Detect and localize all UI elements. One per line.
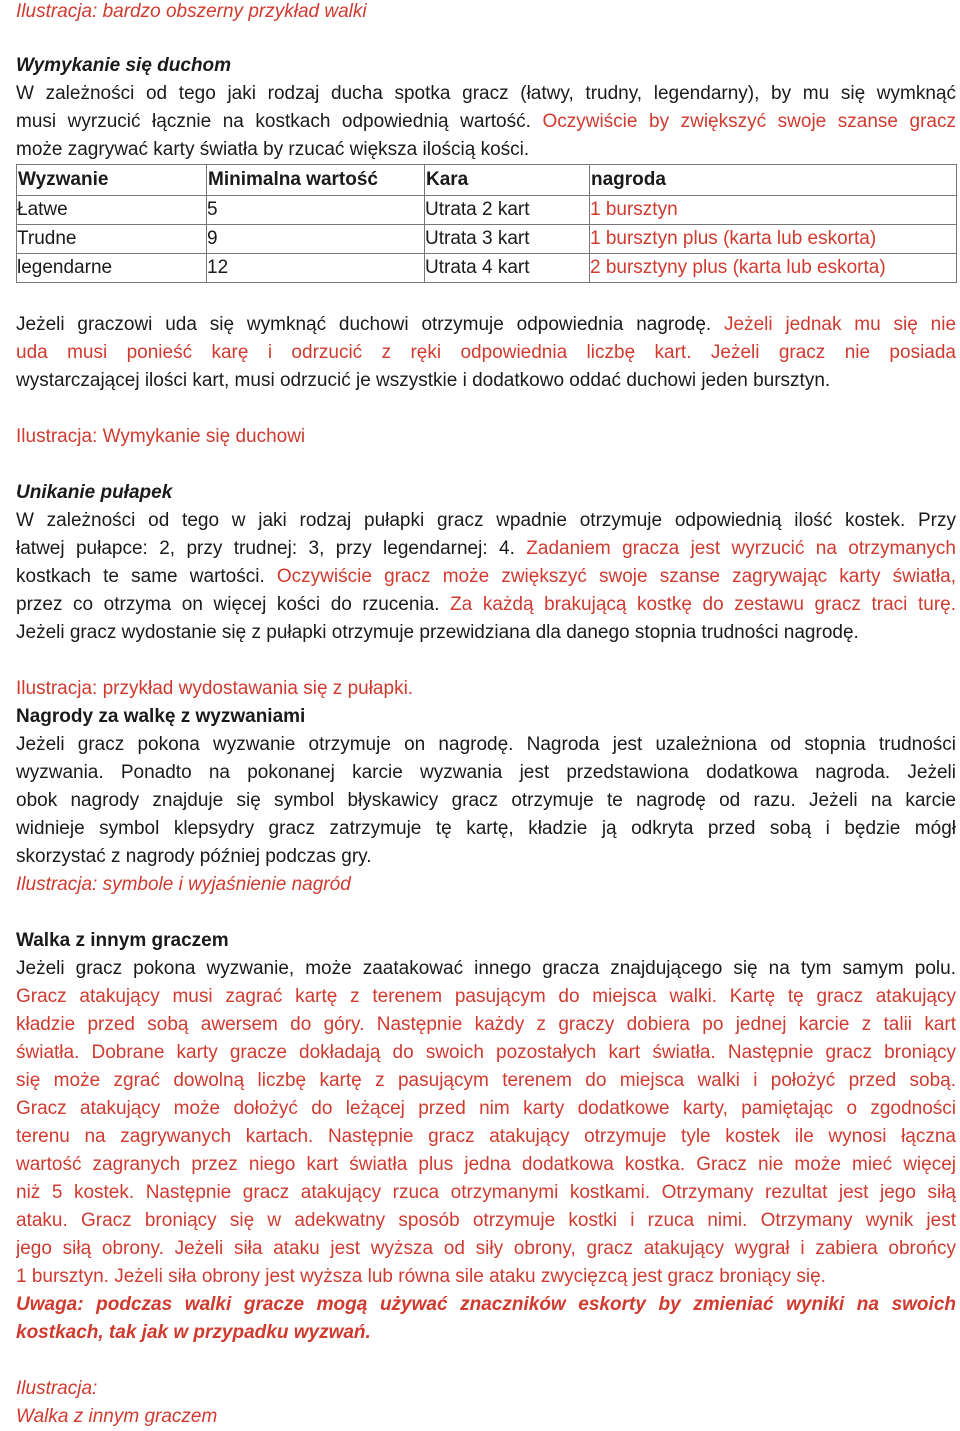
text-span-red: Jeżeli jednak mu się nie <box>724 314 956 335</box>
paragraph-line: 1 bursztyn. Jeżeli siła obrony jest wyższa lub równa sile ataku zwycięzcą jest gracz broniący się. <box>16 1266 826 1287</box>
paragraph-line: niż 5 kostek. Następnie gracz atakujący rzuca otrzymanymi kostkami. Otrzymany rezultat jest jego siłą <box>16 1182 956 1203</box>
paragraph-line: W zależności od tego jaki rodzaj ducha spotka gracz (łatwy, trudny, legendarny), by mu się wymknąć <box>16 83 956 104</box>
table-header-cell: Minimalna wartość <box>207 165 425 196</box>
text-span: musi wyrzucić łącznie na kostkach odpowiednią wartość. <box>16 111 543 132</box>
heading-escaping-ghosts: Wymykanie się duchom <box>16 55 232 76</box>
spacer <box>16 1347 956 1375</box>
paragraph-line: W zależności od tego w jaki rodzaj pułapki gracz wpadnie otrzymuje odpowiednią ilość kostek. Przy <box>16 510 956 531</box>
table-header-cell: Kara <box>425 165 590 196</box>
paragraph-line <box>16 591 956 619</box>
paragraph-line: kładzie przed sobą awersem do góry. Następnie każdy z graczy dobiera po jednej karcie z talii kart <box>16 1014 956 1035</box>
paragraph-line: Jeżeli gracz wydostanie się z pułapki otrzymuje przewidziana dla danego stopnia trudności nagrodę. <box>16 622 859 643</box>
paragraph-line: wartość zagranych przez niego kart światła plus jedna dodatkowa kostka. Gracz nie może mieć więcej <box>16 1154 956 1175</box>
table-header-cell: nagroda <box>590 165 957 196</box>
table-cell: 12 <box>207 254 425 283</box>
table-cell: Łatwe <box>17 196 207 225</box>
paragraph-line <box>16 311 956 339</box>
table-cell: 1 bursztyn plus (karta lub eskorta) <box>590 225 957 254</box>
note-line: kostkach, tak jak w przypadku wyzwań. <box>16 1322 371 1343</box>
illustration-caption-fight-example: Ilustracja: bardzo obszerny przykład walki <box>16 1 367 22</box>
text-span-red: Za każdą brakującą kostkę do zestawu gracz traci turę. <box>450 594 956 615</box>
spacer <box>16 24 956 52</box>
paragraph-line: terenu na zagrywanych kartach. Następnie gracz atakujący otrzymuje tyle kostek ile wynosi łączna <box>16 1126 956 1147</box>
table-header-row <box>17 165 957 196</box>
table-cell: 5 <box>207 196 425 225</box>
paragraph-line: wyzwania. Ponadto na pokonanej karcie wyzwania jest przedstawiona dodatkowa nagroda. Jeżeli <box>16 762 956 783</box>
paragraph-line: Jeżeli gracz pokona wyzwanie, może zaatakować innego gracza znajdującego się na tym samym polu. <box>16 958 956 979</box>
table-cell: legendarne <box>17 254 207 283</box>
paragraph-line: może zagrywać karty światła by rzucać większa ilością kości. <box>16 139 530 160</box>
table-cell: Utrata 2 kart <box>425 196 590 225</box>
note-line: Uwaga: podczas walki gracze mogą używać znaczników eskorty by zmieniać wyniki na swoich <box>16 1294 956 1315</box>
paragraph-line: Gracz atakujący musi zagrać kartę z terenem pasującym do miejsca walki. Kartę tę gracz atakujący <box>16 986 956 1007</box>
table-cell: Utrata 4 kart <box>425 254 590 283</box>
spacer <box>16 451 956 479</box>
text-span-red: Zadaniem gracza jest wyrzucić na otrzymanych <box>526 538 956 559</box>
paragraph-line <box>16 563 956 591</box>
heading-player-fight: Walka z innym graczem <box>16 930 229 951</box>
spacer <box>16 283 956 311</box>
spacer <box>16 647 956 675</box>
paragraph-line <box>16 535 956 563</box>
table-row <box>17 225 957 254</box>
paragraph-line: Gracz atakujący może dołożyć do leżącej przed nim karty dodatkowe karty, pamiętając o zgodności <box>16 1098 956 1119</box>
paragraph-line: się może zgrać dowolną liczbę kartę z pasującym terenem do miejsca walki i położyć przed sobą. <box>16 1070 956 1091</box>
text-span: kostkach te same wartości. <box>16 566 277 587</box>
illustration-caption: Ilustracja: symbole i wyjaśnienie nagród <box>16 874 351 895</box>
heading-avoiding-traps: Unikanie pułapek <box>16 482 173 503</box>
paragraph-line: Jeżeli gracz pokona wyzwanie otrzymuje on nagrodę. Nagroda jest uzależniona od stopnia trudności <box>16 734 956 755</box>
heading-rewards: Nagrody za walkę z wyzwaniami <box>16 706 306 727</box>
paragraph-line: obok nagrody znajduje się symbol błyskawicy gracz otrzymuje te nagrodę od razu. Jeżeli na karcie <box>16 790 956 811</box>
table-cell: 1 bursztyn <box>590 196 957 225</box>
text-span-red: Oczywiście by zwiększyć swoje szanse gracz <box>542 111 956 132</box>
paragraph-line: jego siłą obrony. Jeżeli siła ataku jest wyższa od siły obrony, gracz atakujący wygrał i zabiera obrońcy <box>16 1238 956 1259</box>
text-span: łatwej pułapce: 2, przy trudnej: 3, przy legendarnej: 4. <box>16 538 527 559</box>
text-span: przez co otrzyma on więcej kości do rzucenia. <box>16 594 451 615</box>
table-cell: 2 bursztyny plus (karta lub eskorta) <box>590 254 957 283</box>
text-span-red: Jeżeli gracz nie posiada <box>710 342 956 363</box>
illustration-caption: Ilustracja: Wymykanie się duchowi <box>16 426 306 447</box>
text-span-red: uda musi ponieść karę i odrzucić z ręki odpowiednia liczbę kart. <box>16 342 711 363</box>
illustration-caption: Ilustracja: przykład wydostawania się z pułapki. <box>16 678 414 699</box>
paragraph-line: światła. Dobrane karty gracze dokładają do swoich pozostałych kart światła. Następnie gracz broniący <box>16 1042 956 1063</box>
paragraph-line: ataku. Gracz broniący się w adekwatny sposób otrzymuje kostki i rzuca nimi. Otrzymany wynik jest <box>16 1210 956 1231</box>
table-cell: Utrata 3 kart <box>425 225 590 254</box>
paragraph-line: wystarczającej ilości kart, musi odrzucić je wszystkie i dodatkowo oddać duchowi jeden bursztyn. <box>16 370 831 391</box>
spacer <box>16 395 956 423</box>
paragraph-line: skorzystać z nagrody później podczas gry. <box>16 846 372 867</box>
paragraph-line: widnieje symbol klepsydry gracz zatrzymuje tę kartę, kładzie ją odkryta przed sobą i będzie mógł <box>16 818 956 839</box>
illustration-caption: Ilustracja: <box>16 1378 98 1399</box>
table-cell: Trudne <box>17 225 207 254</box>
document-page <box>16 0 956 1431</box>
spacer <box>16 899 956 927</box>
table-cell: 9 <box>207 225 425 254</box>
illustration-caption: Walka z innym graczem <box>16 1406 218 1427</box>
challenge-table <box>16 164 957 283</box>
table-header-cell: Wyzwanie <box>17 165 207 196</box>
paragraph-line <box>16 339 956 367</box>
text-span: Jeżeli graczowi uda się wymknąć duchowi otrzymuje odpowiednia nagrodę. <box>16 314 725 335</box>
text-span-red: Oczywiście gracz może zwiększyć swoje szanse zagrywając karty światła, <box>276 566 956 587</box>
table-row <box>17 196 957 225</box>
table-row <box>17 254 957 283</box>
paragraph-line <box>16 108 956 136</box>
